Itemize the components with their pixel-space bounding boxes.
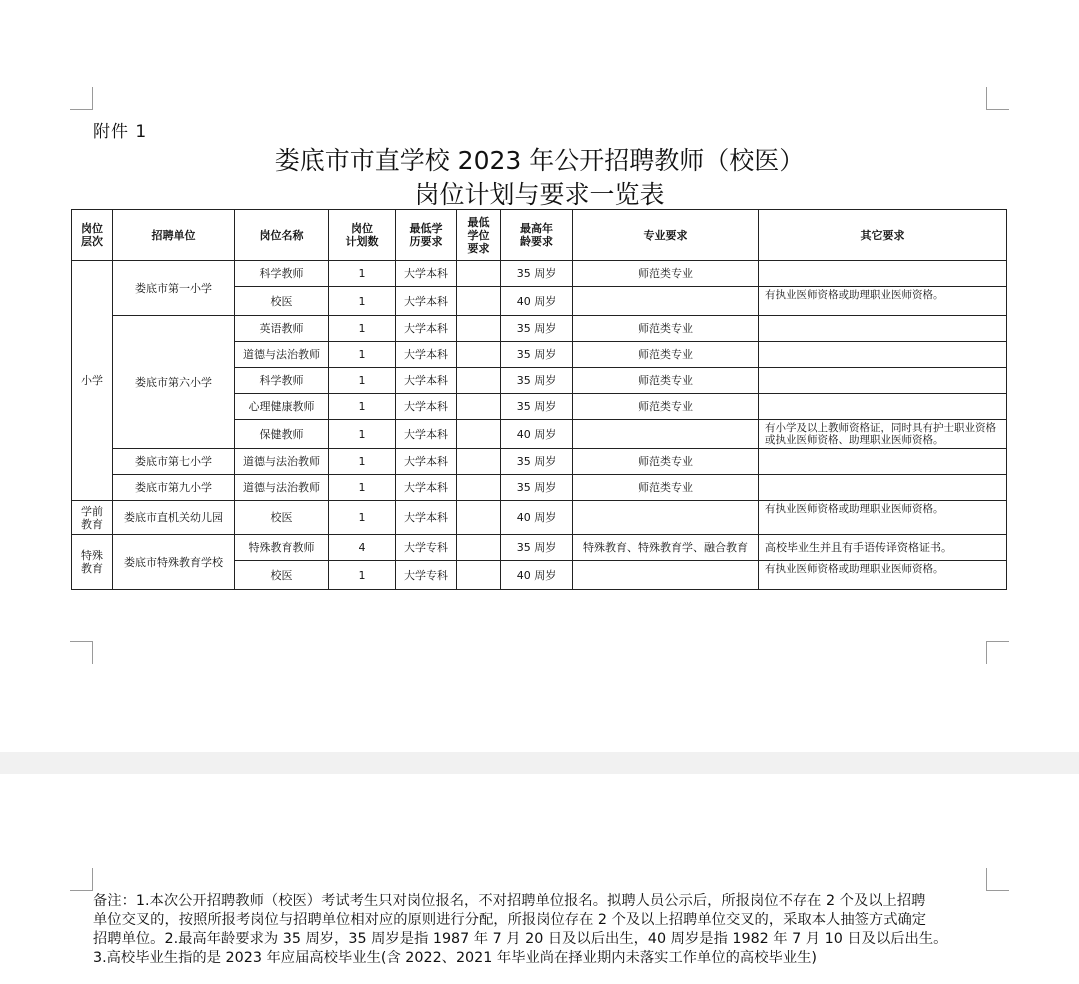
age-cell: 40 周岁: [501, 501, 573, 535]
page-subtitle: 岗位计划与要求一览表: [414, 180, 665, 209]
plan-cell: 1: [329, 368, 396, 394]
other-cell: 有执业医师资格或助理职业医师资格。: [759, 561, 1007, 590]
degree-cell: [457, 475, 501, 501]
other-cell: [759, 261, 1007, 287]
age-cell: 35 周岁: [501, 261, 573, 287]
plan-cell: 1: [329, 394, 396, 420]
unit-name: 娄底市特殊教育学校: [113, 535, 235, 590]
header-unit: 招聘单位: [113, 210, 235, 261]
position-cell: 特殊教育教师: [235, 535, 329, 561]
position-cell: 校医: [235, 287, 329, 316]
position-cell: 保健教师: [235, 420, 329, 449]
age-cell: 35 周岁: [501, 449, 573, 475]
major-cell: 师范类专业: [573, 449, 759, 475]
major-cell: [573, 501, 759, 535]
plan-cell: 1: [329, 287, 396, 316]
header-min-degree: 最低 学位 要求: [457, 210, 501, 261]
header-min-edu: 最低学 历要求: [396, 210, 457, 261]
table-row: [72, 316, 1007, 342]
other-cell: [759, 368, 1007, 394]
table-row: [72, 475, 1007, 501]
other-cell: [759, 316, 1007, 342]
group-primary: 小学: [72, 261, 113, 501]
edu-cell: 大学本科: [396, 449, 457, 475]
header-row: [72, 210, 1007, 261]
major-cell: 师范类专业: [573, 368, 759, 394]
position-cell: 道德与法治教师: [235, 342, 329, 368]
edu-cell: 大学本科: [396, 420, 457, 449]
edu-cell: 大学本科: [396, 342, 457, 368]
table-row: [72, 449, 1007, 475]
age-cell: 35 周岁: [501, 368, 573, 394]
plan-cell: 1: [329, 501, 396, 535]
degree-cell: [457, 287, 501, 316]
degree-cell: [457, 316, 501, 342]
other-cell: [759, 475, 1007, 501]
edu-cell: 大学本科: [396, 368, 457, 394]
edu-cell: 大学本科: [396, 261, 457, 287]
header-other: 其它要求: [759, 210, 1007, 261]
degree-cell: [457, 535, 501, 561]
group-special: 特殊 教育: [72, 535, 113, 590]
unit-name: 娄底市第七小学: [113, 449, 235, 475]
position-cell: 校医: [235, 561, 329, 590]
crop-mark-bottom-right: [986, 641, 1009, 664]
other-cell: 高校毕业生并且有手语传译资格证书。: [759, 535, 1007, 561]
note-line: 单位交叉的，按照所报考岗位与招聘单位相对应的原则进行分配，所报岗位存在 2 个及以上招聘单位交叉的，采取本人抽签方式确定: [93, 912, 927, 928]
plan-cell: 1: [329, 342, 396, 368]
major-cell: [573, 287, 759, 316]
recruitment-table: [71, 209, 1007, 590]
edu-cell: 大学本科: [396, 501, 457, 535]
age-cell: 35 周岁: [501, 394, 573, 420]
plan-cell: 1: [329, 420, 396, 449]
page-gap: [0, 752, 1079, 774]
age-cell: 35 周岁: [501, 316, 573, 342]
degree-cell: [457, 561, 501, 590]
edu-cell: 大学本科: [396, 316, 457, 342]
note-line: 3.高校毕业生指的是 2023 年应届高校毕业生(含 2022、2021 年毕业尚在择业期内未落实工作单位的高校毕业生): [93, 950, 817, 966]
age-cell: 40 周岁: [501, 561, 573, 590]
plan-cell: 1: [329, 449, 396, 475]
unit-name: 娄底市直机关幼儿园: [113, 501, 235, 535]
header-major: 专业要求: [573, 210, 759, 261]
group-preschool: 学前 教育: [72, 501, 113, 535]
edu-cell: 大学本科: [396, 394, 457, 420]
plan-cell: 1: [329, 316, 396, 342]
other-cell: 有执业医师资格或助理职业医师资格。: [759, 501, 1007, 535]
edu-cell: 大学专科: [396, 535, 457, 561]
table-row: [72, 261, 1007, 287]
major-cell: 师范类专业: [573, 394, 759, 420]
header-plan: 岗位 计划数: [329, 210, 396, 261]
degree-cell: [457, 394, 501, 420]
age-cell: 35 周岁: [501, 342, 573, 368]
unit-name: 娄底市第九小学: [113, 475, 235, 501]
major-cell: 师范类专业: [573, 342, 759, 368]
crop-mark-top-left: [70, 87, 93, 110]
age-cell: 40 周岁: [501, 420, 573, 449]
age-cell: 40 周岁: [501, 287, 573, 316]
degree-cell: [457, 449, 501, 475]
major-cell: [573, 420, 759, 449]
table-row: [72, 501, 1007, 535]
plan-cell: 1: [329, 261, 396, 287]
position-cell: 科学教师: [235, 368, 329, 394]
table-row: [72, 535, 1007, 561]
age-cell: 35 周岁: [501, 475, 573, 501]
crop-mark-top-left: [70, 868, 93, 891]
edu-cell: 大学专科: [396, 561, 457, 590]
major-cell: 师范类专业: [573, 475, 759, 501]
attachment-label: 附件 1: [93, 122, 148, 142]
crop-mark-top-right: [986, 87, 1009, 110]
crop-mark-bottom-left: [70, 641, 93, 664]
position-cell: 英语教师: [235, 316, 329, 342]
note-line: 备注：1.本次公开招聘教师（校医）考试考生只对岗位报名，不对招聘单位报名。拟聘人员公示后，所报岗位不存在 2 个及以上招聘: [93, 893, 926, 909]
major-cell: 特殊教育、特殊教育学、融合教育: [573, 535, 759, 561]
other-cell: [759, 449, 1007, 475]
plan-cell: 1: [329, 475, 396, 501]
unit-name: 娄底市第六小学: [113, 316, 235, 449]
position-cell: 科学教师: [235, 261, 329, 287]
position-cell: 道德与法治教师: [235, 449, 329, 475]
degree-cell: [457, 501, 501, 535]
position-cell: 校医: [235, 501, 329, 535]
other-cell: [759, 342, 1007, 368]
note-line: 招聘单位。2.最高年龄要求为 35 周岁，35 周岁是指 1987 年 7 月 20 日及以后出生，40 周岁是指 1982 年 7 月 10 日及以后出生。: [93, 931, 948, 947]
major-cell: [573, 561, 759, 590]
header-max-age: 最高年 龄要求: [501, 210, 573, 261]
plan-cell: 1: [329, 561, 396, 590]
position-cell: 道德与法治教师: [235, 475, 329, 501]
unit-name: 娄底市第一小学: [113, 261, 235, 316]
degree-cell: [457, 368, 501, 394]
header-position: 岗位名称: [235, 210, 329, 261]
degree-cell: [457, 420, 501, 449]
degree-cell: [457, 261, 501, 287]
major-cell: 师范类专业: [573, 316, 759, 342]
degree-cell: [457, 342, 501, 368]
header-level: 岗位 层次: [72, 210, 113, 261]
position-cell: 心理健康教师: [235, 394, 329, 420]
plan-cell: 4: [329, 535, 396, 561]
crop-mark-top-right: [986, 868, 1009, 891]
page-title: 娄底市市直学校 2023 年公开招聘教师（校医）: [274, 146, 805, 175]
major-cell: 师范类专业: [573, 261, 759, 287]
other-cell: 有执业医师资格或助理职业医师资格。: [759, 287, 1007, 316]
other-cell: 有小学及以上教师资格证，同时具有护士职业资格或执业医师资格、助理职业医师资格。: [759, 420, 1007, 449]
age-cell: 35 周岁: [501, 535, 573, 561]
notes-block: [93, 892, 993, 968]
other-cell: [759, 394, 1007, 420]
edu-cell: 大学本科: [396, 475, 457, 501]
edu-cell: 大学本科: [396, 287, 457, 316]
